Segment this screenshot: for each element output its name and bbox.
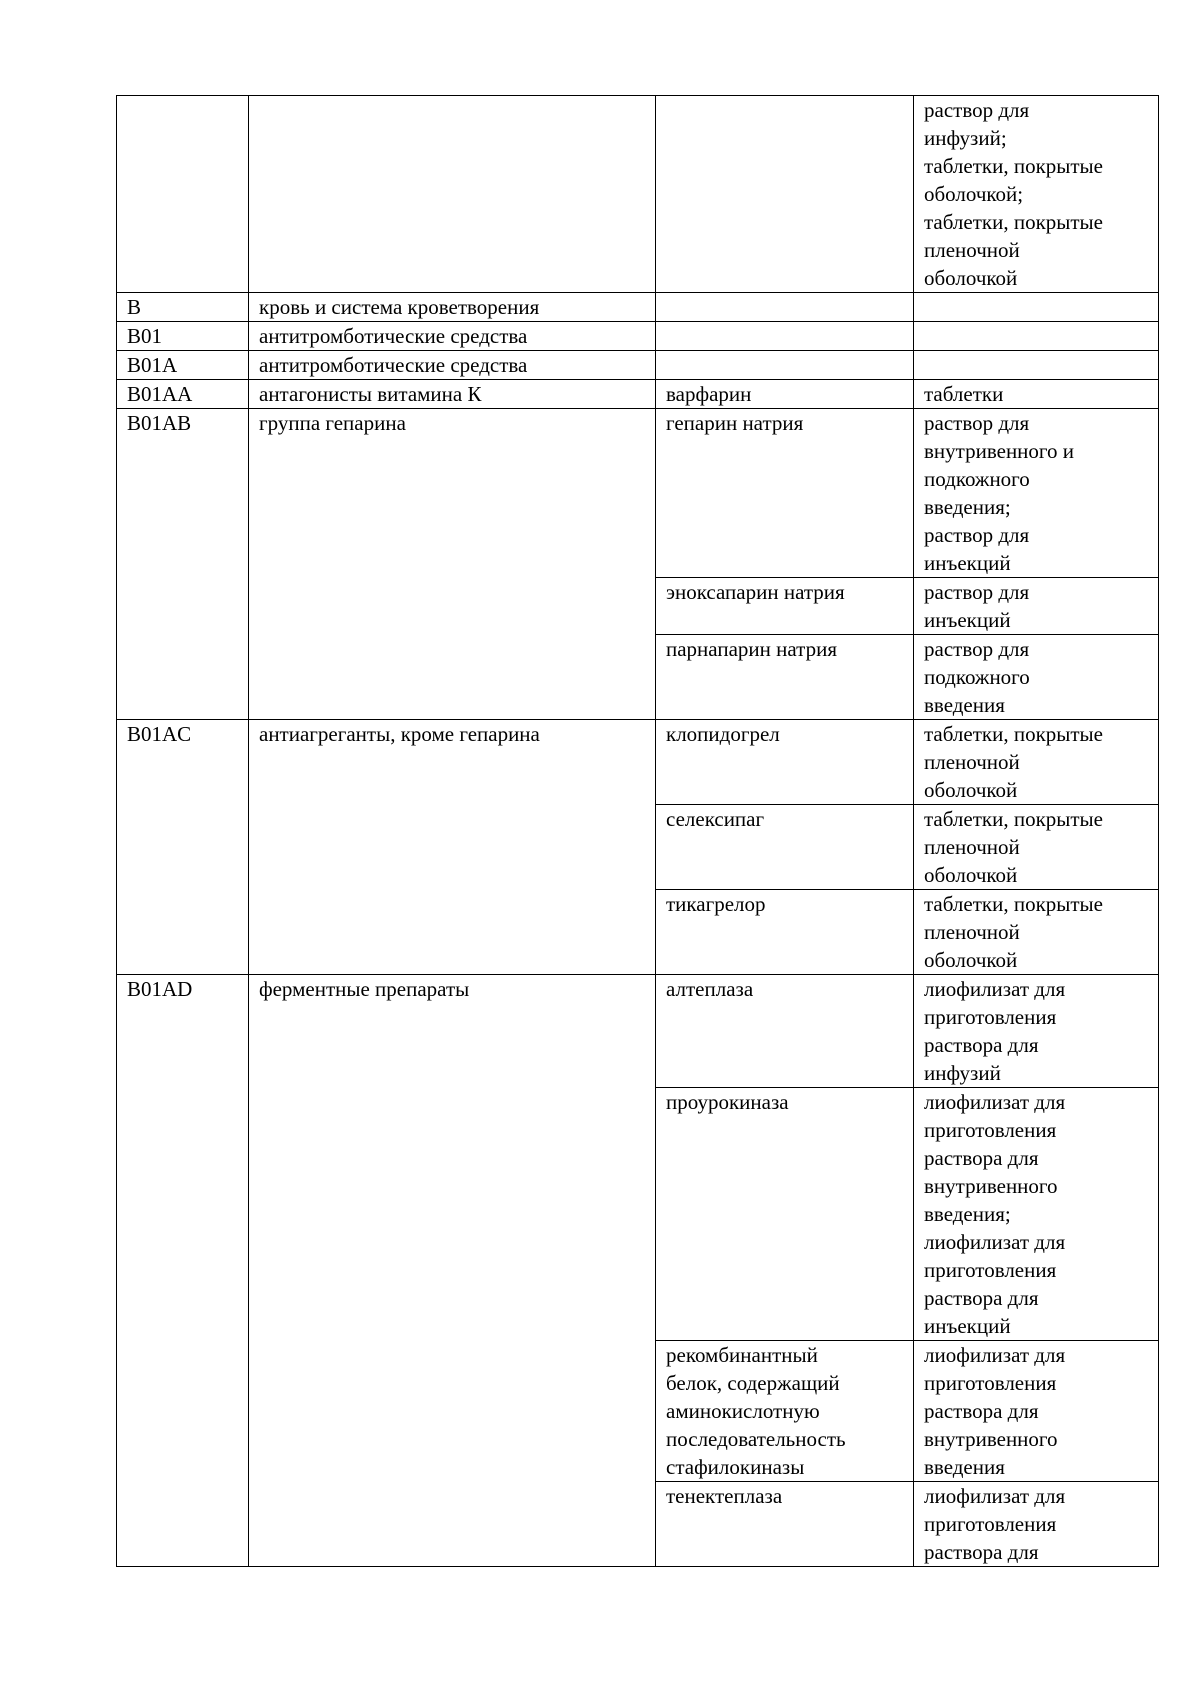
group-name-cell: группа гепарина xyxy=(249,409,656,720)
group-name-cell: антиагреганты, кроме гепарина xyxy=(249,720,656,975)
drug-classification-table xyxy=(116,95,1159,1567)
dosage-form-cell: таблетки, покрытые пленочной оболочкой xyxy=(914,720,1159,805)
drug-name-cell: тикагрелор xyxy=(656,890,914,975)
drug-name-cell xyxy=(656,96,914,293)
atc-code-cell: B01AB xyxy=(117,409,249,720)
dosage-form-cell: раствор для инфузий; таблетки, покрытые оболочкой; таблетки, покрытые пленочной оболочкой xyxy=(914,96,1159,293)
table-row xyxy=(117,96,1159,293)
dosage-form-cell xyxy=(914,351,1159,380)
dosage-form-cell: таблетки, покрытые пленочной оболочкой xyxy=(914,805,1159,890)
table-row xyxy=(117,293,1159,322)
drug-name-cell: тенектеплаза xyxy=(656,1482,914,1567)
table-row xyxy=(117,322,1159,351)
atc-code-cell: B01AA xyxy=(117,380,249,409)
dosage-form-cell: лиофилизат для приготовления раствора для внутривенного введения; лиофилизат для приготовления раствора для инъекций xyxy=(914,1088,1159,1341)
group-name-cell: ферментные препараты xyxy=(249,975,656,1567)
dosage-form-cell: раствор для внутривенного и подкожного введения; раствор для инъекций xyxy=(914,409,1159,578)
group-name-cell: кровь и система кроветворения xyxy=(249,293,656,322)
drug-name-cell: парнапарин натрия xyxy=(656,635,914,720)
dosage-form-cell: раствор для подкожного введения xyxy=(914,635,1159,720)
table-row xyxy=(117,351,1159,380)
dosage-form-cell xyxy=(914,322,1159,351)
dosage-form-cell: раствор для инъекций xyxy=(914,578,1159,635)
table-row xyxy=(117,975,1159,1088)
drug-name-cell: рекомбинантный белок, содержащий аминокислотную последовательность стафилокиназы xyxy=(656,1341,914,1482)
dosage-form-cell xyxy=(914,293,1159,322)
table-row xyxy=(117,720,1159,805)
drug-name-cell: проурокиназа xyxy=(656,1088,914,1341)
group-name-cell: антитромботические средства xyxy=(249,351,656,380)
atc-code-cell: B xyxy=(117,293,249,322)
atc-code-cell xyxy=(117,96,249,293)
dosage-form-cell: таблетки xyxy=(914,380,1159,409)
drug-name-cell: эноксапарин натрия xyxy=(656,578,914,635)
document-page xyxy=(116,95,1158,1567)
atc-code-cell: B01AD xyxy=(117,975,249,1567)
drug-name-cell: клопидогрел xyxy=(656,720,914,805)
group-name-cell xyxy=(249,96,656,293)
atc-code-cell: B01A xyxy=(117,351,249,380)
table-row xyxy=(117,380,1159,409)
dosage-form-cell: лиофилизат для приготовления раствора для инфузий xyxy=(914,975,1159,1088)
drug-name-cell: варфарин xyxy=(656,380,914,409)
drug-name-cell xyxy=(656,293,914,322)
dosage-form-cell: лиофилизат для приготовления раствора для xyxy=(914,1482,1159,1567)
group-name-cell: антитромботические средства xyxy=(249,322,656,351)
drug-name-cell: селексипаг xyxy=(656,805,914,890)
drug-name-cell xyxy=(656,351,914,380)
table-row xyxy=(117,409,1159,578)
atc-code-cell: B01AC xyxy=(117,720,249,975)
group-name-cell: антагонисты витамина К xyxy=(249,380,656,409)
drug-name-cell: алтеплаза xyxy=(656,975,914,1088)
atc-code-cell: B01 xyxy=(117,322,249,351)
dosage-form-cell: таблетки, покрытые пленочной оболочкой xyxy=(914,890,1159,975)
drug-name-cell xyxy=(656,322,914,351)
drug-name-cell: гепарин натрия xyxy=(656,409,914,578)
dosage-form-cell: лиофилизат для приготовления раствора для внутривенного введения xyxy=(914,1341,1159,1482)
